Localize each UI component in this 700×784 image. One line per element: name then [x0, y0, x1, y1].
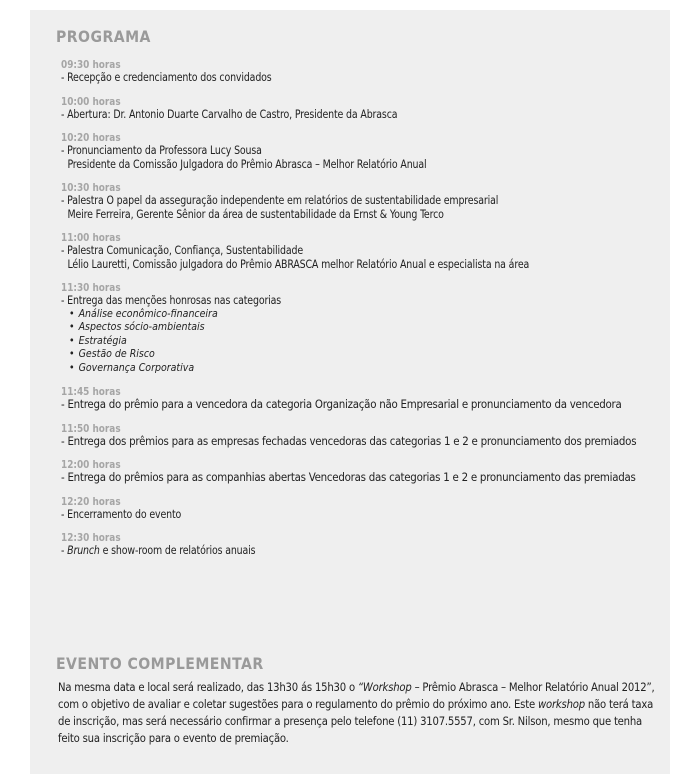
agenda-item [61, 131, 661, 171]
agenda-text: - Recepção e credenciamento dos convidados [61, 70, 272, 84]
agenda-time: 09:30 horas [61, 58, 121, 71]
agenda-time: 12:00 horas [61, 458, 121, 471]
section-title-programa: PROGRAMA [56, 27, 151, 46]
agenda-text: - Entrega do prêmio para a vencedora da categoria Organização não Empresarial e pronunciamento da vencedora [61, 397, 622, 411]
agenda-text: - Encerramento do evento [61, 506, 182, 521]
agenda-text: - Pronunciamento da Professora Lucy Sousa [61, 143, 262, 157]
workshop-word: workshop [537, 698, 585, 711]
agenda-text: - Entrega do prêmios para as companhias abertas Vencedoras das categorias 1 e 2 e pronunciamento das premiadas [61, 470, 636, 484]
agenda-item [61, 531, 661, 558]
agenda-item [61, 58, 661, 85]
agenda-item [61, 495, 661, 522]
category-list [61, 308, 661, 376]
agenda-subtext: Presidente da Comissão Julgadora do Prêmio Abrasca – Melhor Relatório Anual [67, 156, 427, 171]
agenda-item [61, 281, 661, 375]
agenda-list [61, 58, 661, 568]
agenda-text: - Brunch e show-room de relatórios anuais [61, 543, 256, 557]
category-item: • Governança Corporativa [69, 362, 661, 376]
agenda-subtext: Meire Ferreira, Gerente Sênior da área de sustentabilidade da Ernst & Young Terco [67, 206, 444, 221]
agenda-item [61, 95, 661, 122]
agenda-text: - Entrega das menções honrosas nas categorias [61, 293, 282, 307]
content-panel [30, 10, 670, 774]
agenda-subtext: Lélio Lauretti, Comissão julgadora do Prêmio ABRASCA melhor Relatório Anual e especialista na área [67, 256, 530, 271]
brunch-text: Brunch [67, 543, 100, 557]
category-item: • Aspectos sócio-ambientais [69, 321, 661, 335]
agenda-time: 12:30 horas [61, 531, 121, 544]
category-item: • Estratégia [69, 335, 661, 349]
agenda-item [61, 385, 661, 412]
agenda-text: - Abertura: Dr. Antonio Duarte Carvalho de Castro, Presidente da Abrasca [61, 106, 398, 121]
agenda-time: 10:20 horas [61, 131, 121, 144]
category-item: • Gestão de Risco [69, 348, 661, 362]
agenda-time: 12:20 horas [61, 494, 121, 508]
agenda-text: - Entrega dos prêmios para as empresas fechadas vencedoras das categorias 1 e 2 e pronunciamento dos premiados [61, 433, 637, 448]
evento-text-3: não terá taxa de inscrição, mas será necessário confirmar a presença pelo telefone (11) 3107.5557, com Sr. Nilson, mesmo que tenha feito sua inscrição para o evento de premiação. [58, 698, 654, 745]
evento-paragraph [58, 679, 658, 747]
workshop-quote: “Workshop [357, 681, 412, 694]
evento-text-1: Na mesma data e local será realizado, das 13h30 ás 15h30 o [58, 681, 358, 694]
agenda-item [61, 458, 661, 485]
agenda-text-rest: e show-room de relatórios anuais [102, 543, 256, 557]
agenda-time: 11:45 horas [61, 385, 121, 398]
agenda-time: 10:00 horas [61, 94, 121, 108]
agenda-text: - Palestra O papel da asseguração independente em relatórios de sustentabilidade empresarial [61, 193, 499, 207]
agenda-item [61, 422, 661, 449]
agenda-time: 10:30 horas [61, 181, 121, 194]
category-item: • Análise econômico-financeira [69, 308, 661, 322]
agenda-item [61, 181, 661, 221]
agenda-time: 11:30 horas [61, 281, 121, 294]
agenda-text: - Palestra Comunicação, Confiança, Sustentabilidade [61, 243, 304, 257]
section-title-evento: EVENTO COMPLEMENTAR [56, 654, 264, 673]
evento-text-2: – Prêmio Abrasca – Melhor Relatório Anual 2012”, com o objetivo de avaliar e coletar sugestões para o regulamento do prêmio do próximo ano. Este [58, 681, 655, 711]
agenda-time: 11:00 horas [61, 231, 121, 244]
agenda-item [61, 231, 661, 271]
agenda-time: 11:50 horas [61, 421, 121, 435]
